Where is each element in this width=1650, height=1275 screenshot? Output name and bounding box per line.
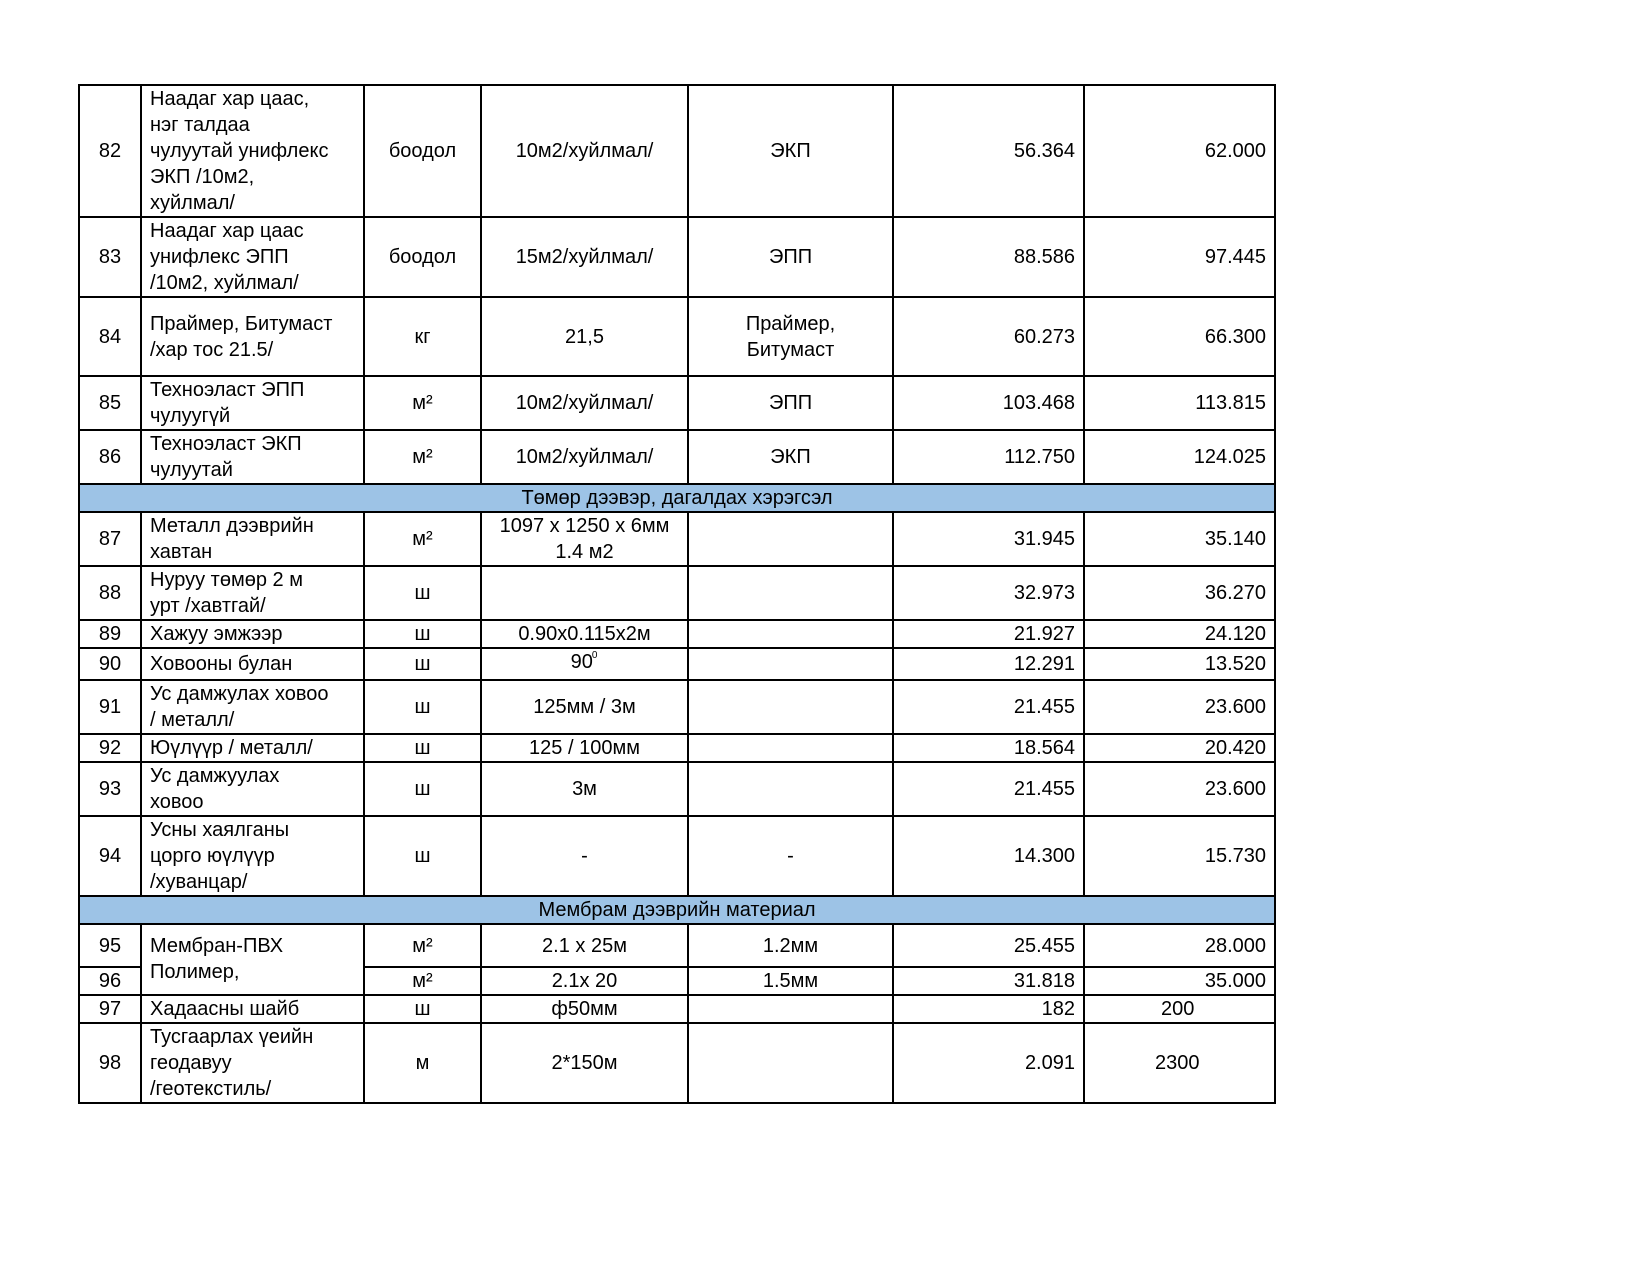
item-type: ЭПП	[688, 217, 893, 297]
item-size: 10м2/хуйлмал/	[481, 376, 688, 430]
item-price-1: 56.364	[893, 85, 1084, 217]
item-unit: м²	[364, 512, 481, 566]
item-price-1: 31.818	[893, 967, 1084, 995]
item-name: Ус дамжуулах ховоо	[141, 762, 364, 816]
item-number: 96	[79, 967, 141, 995]
item-number: 92	[79, 734, 141, 762]
section-title: Мембрам дээврийн материал	[79, 896, 1275, 924]
item-name: Техноэласт ЭКП чулуутай	[141, 430, 364, 484]
table-row	[79, 297, 1275, 376]
item-price-2: 24.120	[1084, 620, 1275, 648]
item-name: Наадаг хар цаас, нэг талдаа чулуутай унифлекс ЭКП /10м2, хуйлмал/	[141, 85, 364, 217]
item-name: Хажуу эмжээр	[141, 620, 364, 648]
item-unit: ш	[364, 680, 481, 734]
item-price-2: 2300	[1084, 1023, 1275, 1103]
item-name: Праймер, Битумаст /хар тос 21.5/	[141, 297, 364, 376]
item-price-2: 13.520	[1084, 648, 1275, 680]
degree-mark: 0	[591, 650, 598, 661]
item-unit: боодол	[364, 85, 481, 217]
table-row	[79, 816, 1275, 896]
item-number: 91	[79, 680, 141, 734]
item-type	[688, 566, 893, 620]
item-size: 125мм / 3м	[481, 680, 688, 734]
item-price-2: 200	[1084, 995, 1275, 1023]
item-name: Хадаасны шайб	[141, 995, 364, 1023]
item-price-2: 23.600	[1084, 680, 1275, 734]
table-row	[79, 648, 1275, 680]
item-number: 84	[79, 297, 141, 376]
item-type	[688, 648, 893, 680]
item-price-1: 18.564	[893, 734, 1084, 762]
item-price-2: 23.600	[1084, 762, 1275, 816]
item-size: 2*150м	[481, 1023, 688, 1103]
item-type	[688, 680, 893, 734]
item-price-1: 21.455	[893, 680, 1084, 734]
item-unit: м²	[364, 376, 481, 430]
item-number: 98	[79, 1023, 141, 1103]
table-row	[79, 995, 1275, 1023]
table-row	[79, 566, 1275, 620]
item-number: 94	[79, 816, 141, 896]
item-price-2: 97.445	[1084, 217, 1275, 297]
item-size: 10м2/хуйлмал/	[481, 430, 688, 484]
table-row	[79, 85, 1275, 217]
table-row	[79, 762, 1275, 816]
item-name: Мембран-ПВХ Полимер,	[141, 924, 364, 995]
price-table	[78, 84, 1276, 1104]
item-number: 82	[79, 85, 141, 217]
item-name: Усны хаялганы цорго юүлүүр /хуванцар/	[141, 816, 364, 896]
item-size: 0.90x0.115x2м	[481, 620, 688, 648]
item-price-1: 31.945	[893, 512, 1084, 566]
table-row	[79, 680, 1275, 734]
item-price-1: 182	[893, 995, 1084, 1023]
item-unit: ш	[364, 995, 481, 1023]
item-type	[688, 995, 893, 1023]
item-name: Ус дамжулах ховоо / металл/	[141, 680, 364, 734]
item-price-2: 62.000	[1084, 85, 1275, 217]
item-size: 1097 x 1250 x 6мм 1.4 м2	[481, 512, 688, 566]
item-price-2: 20.420	[1084, 734, 1275, 762]
item-unit: м²	[364, 430, 481, 484]
item-size: -	[481, 816, 688, 896]
item-size: 125 / 100мм	[481, 734, 688, 762]
item-price-2: 36.270	[1084, 566, 1275, 620]
item-name: Металл дээврийн хавтан	[141, 512, 364, 566]
item-type: -	[688, 816, 893, 896]
item-price-1: 103.468	[893, 376, 1084, 430]
item-price-1: 112.750	[893, 430, 1084, 484]
item-price-2: 113.815	[1084, 376, 1275, 430]
table-row	[79, 376, 1275, 430]
item-name: Техноэласт ЭПП чулуугүй	[141, 376, 364, 430]
item-name: Тусгаарлах үеийн геодавуу /геотекстиль/	[141, 1023, 364, 1103]
item-size	[481, 648, 688, 680]
item-size: 3м	[481, 762, 688, 816]
table-row	[79, 217, 1275, 297]
item-price-1: 12.291	[893, 648, 1084, 680]
item-type: ЭПП	[688, 376, 893, 430]
item-size: 2.1 x 25м	[481, 924, 688, 967]
item-unit: м	[364, 1023, 481, 1103]
item-size	[481, 566, 688, 620]
angle-value: 90	[570, 651, 593, 673]
item-number: 95	[79, 924, 141, 967]
item-unit: ш	[364, 620, 481, 648]
item-price-1: 60.273	[893, 297, 1084, 376]
item-type	[688, 620, 893, 648]
item-unit: ш	[364, 566, 481, 620]
table-row	[79, 512, 1275, 566]
item-type	[688, 734, 893, 762]
item-type: 1.2мм	[688, 924, 893, 967]
item-number: 93	[79, 762, 141, 816]
item-price-1: 14.300	[893, 816, 1084, 896]
item-price-1: 25.455	[893, 924, 1084, 967]
item-price-1: 88.586	[893, 217, 1084, 297]
table-row	[79, 430, 1275, 484]
item-number: 89	[79, 620, 141, 648]
item-type	[688, 512, 893, 566]
item-name: Юүлүүр / металл/	[141, 734, 364, 762]
item-type	[688, 762, 893, 816]
item-type: ЭКП	[688, 85, 893, 217]
item-unit: ш	[364, 762, 481, 816]
item-price-2: 66.300	[1084, 297, 1275, 376]
item-size: 15м2/хуйлмал/	[481, 217, 688, 297]
item-name: Ховооны булан	[141, 648, 364, 680]
item-type: 1.5мм	[688, 967, 893, 995]
item-size: ф50мм	[481, 995, 688, 1023]
item-unit: м²	[364, 924, 481, 967]
section-header-row	[79, 484, 1275, 512]
item-name: Нуруу төмөр 2 м урт /хавтгай/	[141, 566, 364, 620]
item-unit: кг	[364, 297, 481, 376]
item-type: Праймер, Битумаст	[688, 297, 893, 376]
item-number: 88	[79, 566, 141, 620]
section-title: Төмөр дээвэр, дагалдах хэрэгсэл	[79, 484, 1275, 512]
item-size: 21,5	[481, 297, 688, 376]
item-unit: ш	[364, 648, 481, 680]
item-number: 97	[79, 995, 141, 1023]
item-unit: боодол	[364, 217, 481, 297]
item-number: 83	[79, 217, 141, 297]
item-price-2: 35.000	[1084, 967, 1275, 995]
section-header-row	[79, 896, 1275, 924]
item-price-1: 2.091	[893, 1023, 1084, 1103]
table-row	[79, 1023, 1275, 1103]
item-size: 2.1x 20	[481, 967, 688, 995]
item-type: ЭКП	[688, 430, 893, 484]
item-number: 90	[79, 648, 141, 680]
item-unit: ш	[364, 816, 481, 896]
item-price-2: 15.730	[1084, 816, 1275, 896]
item-unit: м²	[364, 967, 481, 995]
table-row	[79, 924, 1275, 967]
item-price-2: 35.140	[1084, 512, 1275, 566]
item-price-1: 21.927	[893, 620, 1084, 648]
item-price-1: 21.455	[893, 762, 1084, 816]
item-number: 87	[79, 512, 141, 566]
item-size: 10м2/хуйлмал/	[481, 85, 688, 217]
item-price-2: 28.000	[1084, 924, 1275, 967]
item-price-1: 32.973	[893, 566, 1084, 620]
table-row	[79, 734, 1275, 762]
item-number: 86	[79, 430, 141, 484]
item-price-2: 124.025	[1084, 430, 1275, 484]
item-number: 85	[79, 376, 141, 430]
item-unit: ш	[364, 734, 481, 762]
item-name: Наадаг хар цаас унифлекс ЭПП /10м2, хуйлмал/	[141, 217, 364, 297]
table-row	[79, 620, 1275, 648]
item-type	[688, 1023, 893, 1103]
